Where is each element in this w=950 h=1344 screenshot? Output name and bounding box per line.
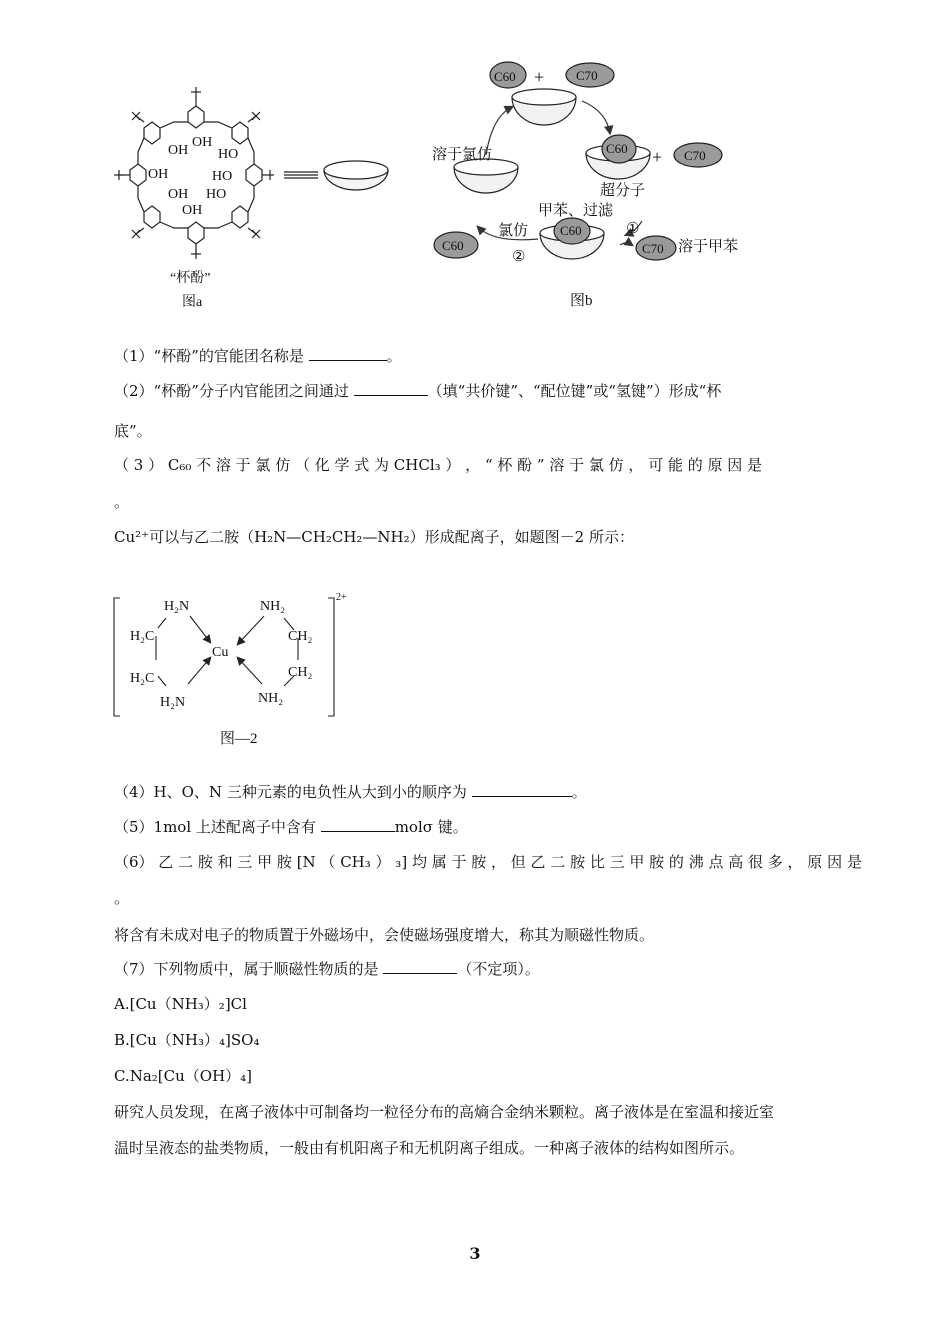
figure-b-separation-cycle <box>420 55 780 315</box>
question-7: （7）下列物质中，属于顺磁性物质的是 （不定项）。 <box>114 960 540 978</box>
c70-top: C70 <box>576 68 598 83</box>
nh2-top: NH₂ <box>260 599 286 614</box>
question-3: （ 3 ） C₆₀ 不 溶 于 氯 仿 （ 化 学 式 为 CHCl₃ ） ， “ 杯 酚 ” 溶 于 氯 仿 ， 可 能 的 原 因 是 <box>114 456 763 474</box>
oh-label-1: OH <box>168 143 189 158</box>
question-2-cont: 底”。 <box>114 422 152 440</box>
question-4-text: （4）H、O、N 三种元素的电负性从大到小的顺序为 <box>114 783 467 801</box>
oh-label-5: OH <box>182 203 203 218</box>
option-a[interactable]: A.[Cu（NH₃）₂]Cl <box>114 995 247 1013</box>
step-1-marker: ① <box>626 221 640 237</box>
plus-top: + <box>534 67 545 87</box>
ho-label-1: HO <box>218 147 239 162</box>
c70-right: C70 <box>684 148 706 163</box>
dissolve-chloroform-label: 溶于氯仿 <box>432 147 493 163</box>
figure-2-caption: 图—2 <box>220 731 258 747</box>
research-paragraph-line-2: 温时呈液态的盐类物质，一般由有机阳离子和无机阴离子组成。一种离子液体的结构如图所示。 <box>114 1139 745 1157</box>
h2c-top: H₂C <box>130 629 155 644</box>
question-5: （5）1mol 上述配离子中含有 molσ 键。 <box>114 818 468 836</box>
question-6: （6） 乙 二 胺 和 三 甲 胺 [N （ CH₃ ） ₃] 均 属 于 胺 ， 但 乙 二 胺 比 三 甲 胺 的 沸 点 高 很 多 ， 原 因 是 <box>114 853 862 871</box>
figure-2-cu-complex <box>108 588 358 758</box>
question-3-cont: 。 <box>114 493 130 511</box>
c60-bottom-left: C60 <box>442 238 464 253</box>
ch2-bottom: CH₂ <box>288 665 313 680</box>
chloroform-label: 氯仿 <box>498 223 529 239</box>
h2n-top: H₂N <box>164 599 190 614</box>
question-2-blank[interactable] <box>354 381 428 396</box>
oh-label-2: OH <box>192 135 213 150</box>
oh-label-3: OH <box>148 167 169 182</box>
research-paragraph-line-1: 研究人员发现，在离子液体中可制备均一粒径分布的高熵合金纳米颗粒。离子液体是在室温和接近室 <box>114 1103 775 1121</box>
question-7-text: （7）下列物质中，属于顺磁性物质的是 <box>114 960 379 978</box>
c60-right: C60 <box>606 141 628 156</box>
question-1: （1）“杯酚”的官能团名称是 。 <box>114 347 402 365</box>
oh-label-4: OH <box>168 187 189 202</box>
question-1-blank[interactable] <box>309 346 387 361</box>
complex-charge: 2+ <box>336 592 347 603</box>
c70-bottom-right: C70 <box>642 241 664 256</box>
plus-right: + <box>652 147 663 167</box>
figure-b-caption: 图b <box>570 293 593 309</box>
step-2-marker: ② <box>512 249 526 265</box>
figure-a-caption: 图a <box>182 295 203 310</box>
question-5-text: （5）1mol 上述配离子中含有 <box>114 818 316 836</box>
question-6-cont: 。 <box>114 889 130 907</box>
question-2: （2）“杯酚”分子内官能团之间通过 （填“共价键”、“配位键”或“氢键”）形成“杯 <box>114 382 722 400</box>
dissolve-toluene-label: 溶于甲苯 <box>678 239 739 255</box>
cu-center: Cu <box>212 645 229 660</box>
toluene-filter-label: 甲苯、过滤 <box>538 203 614 219</box>
page-number: 3 <box>469 1244 481 1263</box>
c60-bottom: C60 <box>560 223 582 238</box>
figure-a-calixarene <box>108 82 398 312</box>
question-2-text: （2）“杯酚”分子内官能团之间通过 <box>114 382 349 400</box>
h2c-bottom: H₂C <box>130 671 155 686</box>
ch2-top: CH₂ <box>288 629 313 644</box>
calixarene-name: “杯酚” <box>170 271 211 286</box>
question-4: （4）H、O、N 三种元素的电负性从大到小的顺序为 。 <box>114 783 587 801</box>
paramagnetic-definition: 将含有未成对电子的物质置于外磁场中，会使磁场强度增大，称其为顺磁性物质。 <box>114 926 655 944</box>
ho-label-2: HO <box>212 169 233 184</box>
cu-complex-intro: Cu²⁺可以与乙二胺（H₂N—CH₂CH₂—NH₂）形成配离子，如题图－2 所示： <box>114 528 634 546</box>
question-5-blank[interactable] <box>321 817 395 832</box>
option-b[interactable]: B.[Cu（NH₃）₄]SO₄ <box>114 1031 260 1049</box>
ho-label-3: HO <box>206 187 227 202</box>
question-7-blank[interactable] <box>383 959 457 974</box>
c60-top: C60 <box>494 69 516 84</box>
supramolecule-label: 超分子 <box>600 183 646 199</box>
question-4-blank[interactable] <box>472 782 572 797</box>
h2n-bottom: H₂N <box>160 695 186 710</box>
nh2-bottom: NH₂ <box>258 691 284 706</box>
question-1-text: （1）“杯酚”的官能团名称是 <box>114 347 304 365</box>
option-c[interactable]: C.Na₂[Cu（OH）₄] <box>114 1067 253 1085</box>
